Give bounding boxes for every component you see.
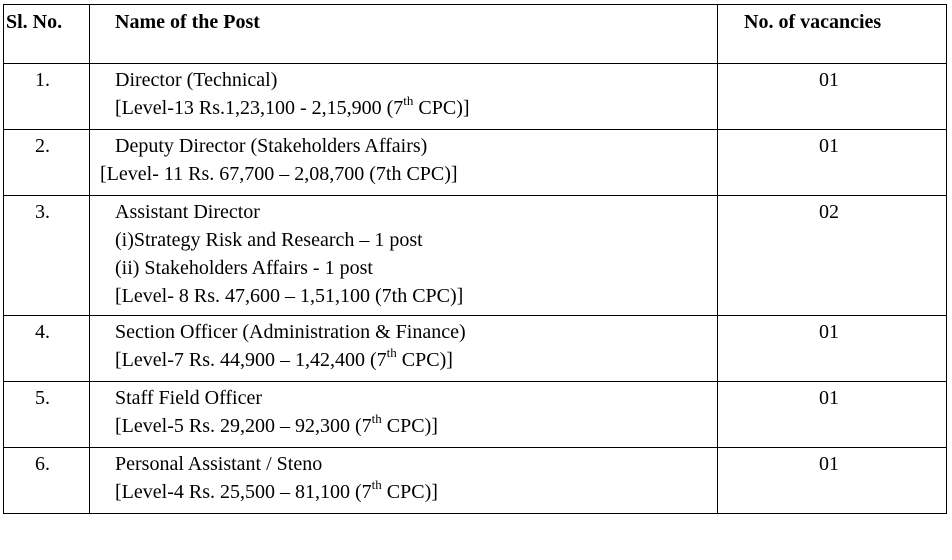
table-row bbox=[4, 382, 947, 448]
post-title: Assistant Director bbox=[115, 201, 260, 223]
post-pay-level: [Level-5 Rs. 29,200 – 92,300 (7th CPC)] bbox=[115, 411, 438, 437]
header-vacancies: No. of vacancies bbox=[718, 5, 947, 64]
row-sl-no: 1. bbox=[4, 64, 90, 130]
table-row bbox=[4, 448, 947, 514]
row-post bbox=[90, 382, 718, 448]
row-sl-no: 2. bbox=[4, 130, 90, 196]
row-post bbox=[90, 448, 718, 514]
table-row bbox=[4, 196, 947, 316]
row-post bbox=[90, 130, 718, 196]
post-pay-level: [Level- 8 Rs. 47,600 – 1,51,100 (7th CPC)] bbox=[115, 285, 464, 307]
row-post bbox=[90, 316, 718, 382]
post-title: Personal Assistant / Steno bbox=[115, 453, 323, 475]
vacancy-table bbox=[3, 4, 947, 514]
row-vacancies: 01 bbox=[718, 382, 947, 448]
row-sl-no: 3. bbox=[4, 196, 90, 316]
row-vacancies: 01 bbox=[718, 64, 947, 130]
post-sub-item: (ii) Stakeholders Affairs - 1 post bbox=[115, 257, 373, 279]
post-pay-level: [Level-13 Rs.1,23,100 - 2,15,900 (7th CPC)] bbox=[115, 93, 470, 119]
post-pay-level: [Level-4 Rs. 25,500 – 81,100 (7th CPC)] bbox=[115, 477, 438, 503]
post-pay-level: [Level- 11 Rs. 67,700 – 2,08,700 (7th CPC)] bbox=[100, 163, 458, 185]
row-sl-no: 6. bbox=[4, 448, 90, 514]
row-sl-no: 5. bbox=[4, 382, 90, 448]
table-row bbox=[4, 316, 947, 382]
table-row bbox=[4, 130, 947, 196]
row-vacancies: 01 bbox=[718, 448, 947, 514]
post-title: Staff Field Officer bbox=[115, 387, 263, 409]
post-title: Deputy Director (Stakeholders Affairs) bbox=[115, 135, 428, 157]
header-post-name: Name of the Post bbox=[90, 5, 718, 64]
row-post bbox=[90, 64, 718, 130]
row-vacancies: 01 bbox=[718, 316, 947, 382]
post-pay-level: [Level-7 Rs. 44,900 – 1,42,400 (7th CPC)] bbox=[115, 345, 453, 371]
header-sl-no: Sl. No. bbox=[4, 5, 90, 64]
header-row bbox=[4, 5, 947, 64]
table-row bbox=[4, 64, 947, 130]
row-vacancies: 02 bbox=[718, 196, 947, 316]
post-title: Section Officer (Administration & Finance) bbox=[115, 321, 466, 343]
row-post bbox=[90, 196, 718, 316]
row-vacancies: 01 bbox=[718, 130, 947, 196]
post-title: Director (Technical) bbox=[115, 69, 278, 91]
post-sub-item: (i)Strategy Risk and Research – 1 post bbox=[115, 229, 423, 251]
row-sl-no: 4. bbox=[4, 316, 90, 382]
